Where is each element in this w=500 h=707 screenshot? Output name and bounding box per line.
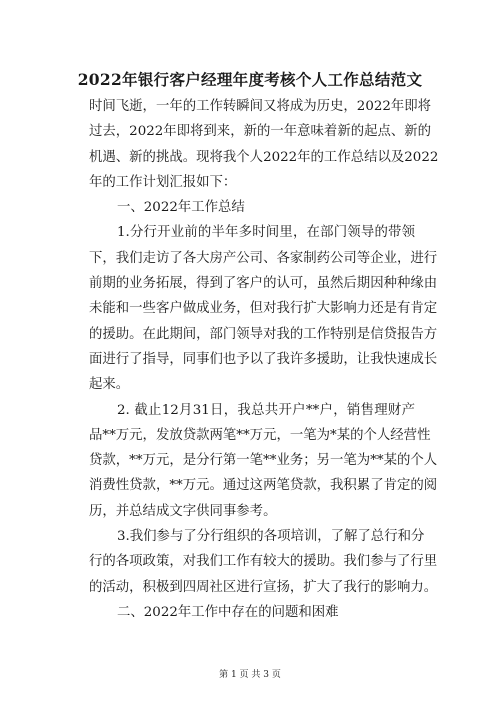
body-line: 起来。 <box>89 377 130 393</box>
body-line: 历，并总结成文字供同事参考。 <box>89 503 277 519</box>
body-line: 机遇、新的挑战。现将我个人2022年的工作总结以及2022 <box>89 149 439 165</box>
body-line: 3.我们参与了分行组织的各项培训，了解了总行和分 <box>117 529 425 545</box>
page-number-footer: 第 1 页 共 3 页 <box>219 670 281 680</box>
body-line: 1.分行开业前的半年多时间里，在部门领导的带领 <box>117 225 415 241</box>
body-line: 贷款，**万元，是分行第一笔**业务；另一笔为**某的个人 <box>89 453 438 469</box>
body-line: 前期的业务拓展，得到了客户的认可，虽然后期因种种缘由 <box>89 276 438 292</box>
document-body <box>89 94 439 625</box>
section-heading: 一、2022年工作总结 <box>117 200 245 216</box>
body-line: 品**万元，发放贷款两笔**万元，一笔为*某的个人经营性 <box>89 427 431 443</box>
document-title: 2022年银行客户经理年度考核个人工作总结范文 <box>77 70 423 89</box>
body-line: 行的各项政策，对我们工作有较大的援助。我们参与了行里 <box>89 554 438 570</box>
body-line: 面进行了指导，同事们也予以了我许多援助，让我快速成长 <box>89 351 438 367</box>
body-line: 的援助。在此期间，部门领导对我的工作特别是信贷报告方 <box>89 326 438 342</box>
body-line: 消费性贷款，**万元。通过这两笔贷款，我积累了肯定的阅 <box>89 478 438 494</box>
section-heading: 二、2022年工作中存在的问题和困难 <box>117 604 339 620</box>
body-line: 年的工作计划汇报如下： <box>89 174 237 190</box>
body-line: 下，我们走访了各大房产公司、各家制药公司等企业，进行 <box>89 250 438 266</box>
body-line: 时间飞逝，一年的工作转瞬间又将成为历史，2022年即将 <box>89 99 432 114</box>
body-line: 过去，2022年即将到来，新的一年意味着新的起点、新的 <box>89 124 432 140</box>
body-line: 的活动，积极到四周社区进行宣扬，扩大了我行的影响力。 <box>89 579 438 595</box>
body-line: 2. 截止12月31日，我总共开户**户，销售理财产 <box>117 402 415 418</box>
body-line: 未能和一些客户做成业务，但对我行扩大影响力还是有肯定 <box>89 301 438 317</box>
